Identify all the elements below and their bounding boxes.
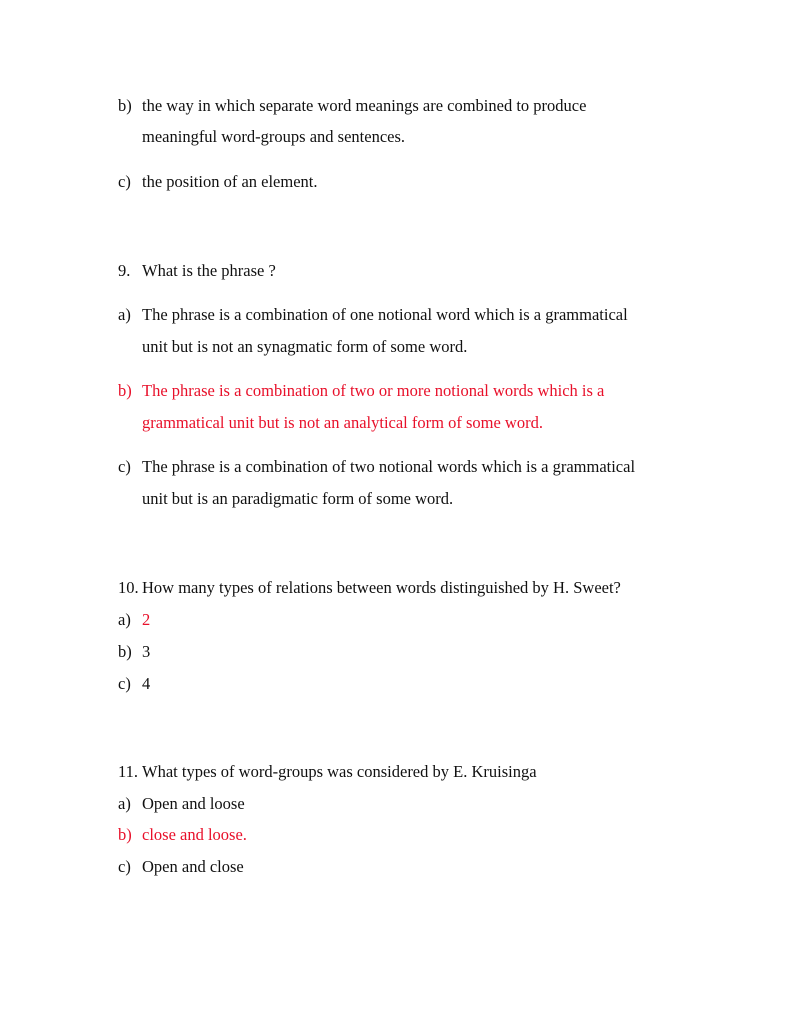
- option-text-line: unit but is not an synagmatic form of some word.: [142, 337, 468, 356]
- option-text-line: the position of an element.: [142, 172, 318, 191]
- option-marker: c): [118, 674, 131, 693]
- option-marker: b): [118, 642, 132, 661]
- option-text-line: unit but is an paradigmatic form of some word.: [142, 489, 454, 508]
- option-text-line: The phrase is a combination of one notional word which is a grammatical: [142, 305, 628, 324]
- question-number: 10.: [118, 578, 139, 597]
- option-text-line: grammatical unit but is not an analytical form of some word.: [142, 413, 543, 432]
- option-marker: c): [118, 457, 131, 476]
- option-text: Open and close: [142, 857, 244, 876]
- option-text: Open and loose: [142, 794, 245, 813]
- option-marker: b): [118, 381, 132, 400]
- question-text: What types of word-groups was considered by E. Kruisinga: [142, 762, 537, 781]
- question-text: How many types of relations between words distinguished by H. Sweet?: [142, 578, 621, 597]
- option-text: 3: [142, 642, 151, 661]
- option-text: close and loose.: [142, 825, 247, 844]
- question-number: 11.: [118, 762, 139, 781]
- option-text-line: The phrase is a combination of two notional words which is a grammatical: [142, 457, 636, 476]
- option-marker: c): [118, 857, 131, 876]
- option-text-correct: 2: [142, 610, 151, 629]
- question-number: 9.: [118, 261, 131, 280]
- option-text: 4: [142, 674, 151, 693]
- option-text-line: the way in which separate word meanings are combined to produce: [142, 96, 587, 115]
- option-marker: a): [118, 610, 131, 629]
- option-marker: a): [118, 794, 131, 813]
- option-marker: b): [118, 825, 132, 844]
- option-marker: a): [118, 305, 131, 324]
- option-text-line: meaningful word-groups and sentences.: [142, 127, 406, 146]
- option-marker: b): [118, 96, 132, 115]
- question-text: What is the phrase ?: [142, 261, 276, 280]
- option-marker: c): [118, 172, 131, 191]
- option-text-line: The phrase is a combination of two or more notional words which is a: [142, 381, 605, 400]
